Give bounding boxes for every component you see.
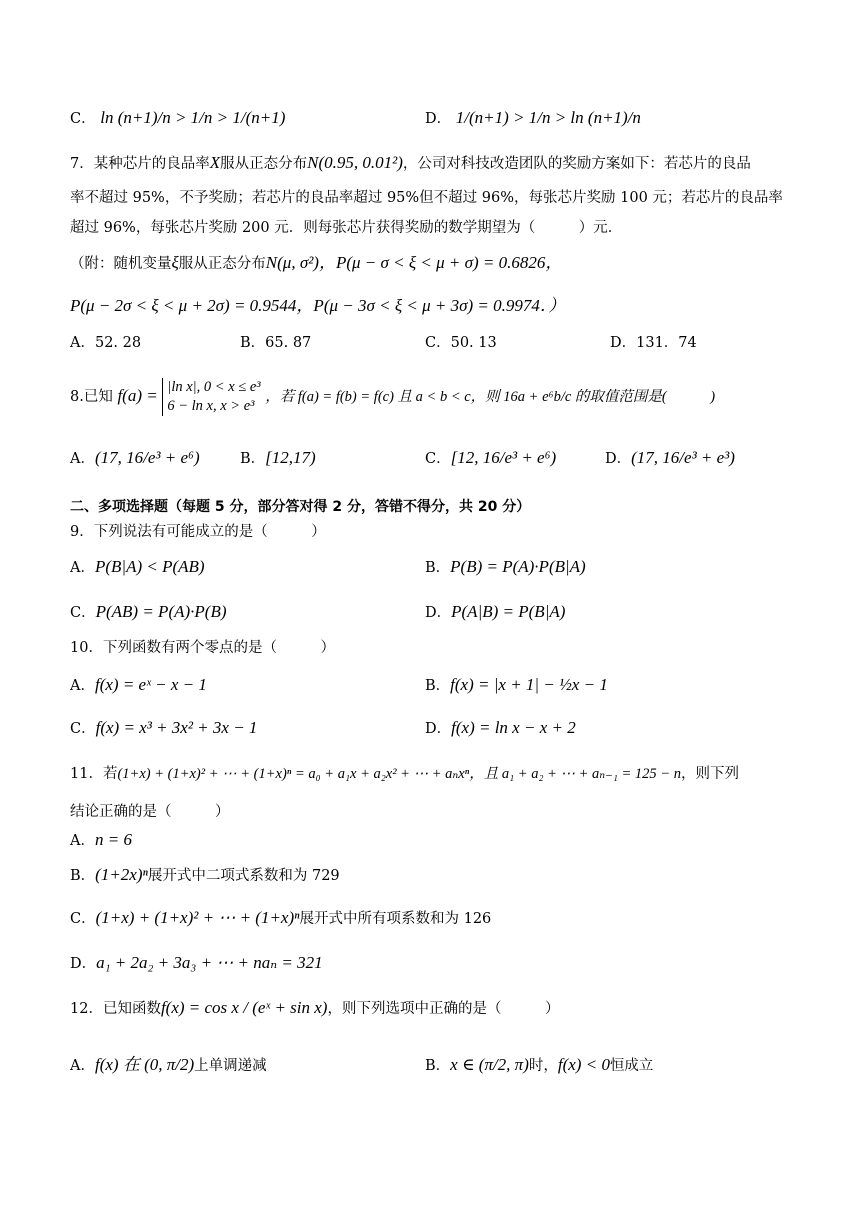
q9-stem: 9．下列说法有可能成立的是（ ） bbox=[70, 524, 326, 540]
q8-stem: 8.已知 f(a) = |ln x|, 0 < x ≤ e³ 6 − ln x, x > e³ ，若 f(a) = f(b) = f(c) 且 a < b < c，则 16a + e⁶b/c 的取值范围是( ) bbox=[70, 379, 716, 414]
q6-option-c: C． ln (n+1)/n > 1/n > 1/(n+1) bbox=[70, 108, 286, 127]
q12-option-b: B．x ∈ (π/2, π)时，f(x) < 0恒成立 bbox=[425, 1055, 654, 1074]
q6-option-c-math: ln (n+1)/n > 1/n > 1/(n+1) bbox=[100, 108, 286, 127]
q8-option-d: D．(17, 16/e³ + e³) bbox=[605, 448, 735, 467]
q11-option-b: B．(1+2x)ⁿ展开式中二项式系数和为 729 bbox=[70, 865, 340, 884]
q7-option-b: B．65. 87 bbox=[240, 335, 312, 351]
q7-option-d: D．131．74 bbox=[610, 335, 697, 351]
q11-stem-line1: 11．若(1+x) + (1+x)² + ⋯ + (1+x)ⁿ = a₀ + a₁x + a₂x² + ⋯ + aₙxⁿ，且 a₁ + a₂ + ⋯ + aₙ₋₁ = 125 − n，则下列 bbox=[70, 766, 739, 782]
q9-option-c: C．P(AB) = P(A)·P(B) bbox=[70, 602, 227, 621]
q7-note-line1: （附：随机变量ξ服从正态分布N(μ, σ²)，P(μ − σ < ξ < μ + σ) = 0.6826， bbox=[70, 253, 563, 272]
q8-option-c: C．[12, 16/e³ + e⁶) bbox=[425, 448, 557, 467]
q7-stem-line3: 超过 96%，每张芯片奖励 200 元．则每张芯片获得奖励的数学期望为（ ）元． bbox=[70, 220, 623, 236]
q7-option-c: C．50. 13 bbox=[425, 335, 497, 351]
q10-option-b: B．f(x) = |x + 1| − ½x − 1 bbox=[425, 675, 608, 694]
q10-option-d: D．f(x) = ln x − x + 2 bbox=[425, 718, 576, 737]
q12-option-a: A．f(x) 在 (0, π/2)上单调递减 bbox=[70, 1055, 267, 1074]
q11-option-c: C．(1+x) + (1+x)² + ⋯ + (1+x)ⁿ展开式中所有项系数和为 126 bbox=[70, 908, 492, 927]
q9-option-b: B．P(B) = P(A)·P(B|A) bbox=[425, 557, 586, 576]
q7-note-line2: P(μ − 2σ < ξ < μ + 2σ) = 0.9544，P(μ − 3σ < ξ < μ + 3σ) = 0.9974．） bbox=[70, 296, 566, 315]
q11-option-d: D．a₁ + 2a₂ + 3a₃ + ⋯ + naₙ = 321 bbox=[70, 953, 323, 972]
q7-stem-line1: 7．某种芯片的良品率X服从正态分布N(0.95, 0.01²)，公司对科技改造团队的奖励方案如下：若芯片的良品 bbox=[70, 153, 751, 172]
q7-stem-line2: 率不超过 95%，不予奖励；若芯片的良品率超过 95%但不超过 96%，每张芯片奖励 100 元；若芯片的良品率 bbox=[70, 190, 783, 206]
q12-stem: 12．已知函数f(x) = cos x / (eˣ + sin x)，则下列选项中正确的是（ ） bbox=[70, 998, 560, 1017]
q10-stem: 10．下列函数有两个零点的是（ ） bbox=[70, 640, 335, 656]
q8-option-b: B．[12,17) bbox=[240, 448, 316, 467]
q6-option-d: D． 1/(n+1) > 1/n > ln (n+1)/n bbox=[425, 108, 641, 127]
q8-option-a: A．(17, 16/e³ + e⁶) bbox=[70, 448, 200, 467]
q10-option-a: A．f(x) = eˣ − x − 1 bbox=[70, 675, 207, 694]
q9-option-a: A．P(B|A) < P(AB) bbox=[70, 557, 205, 576]
q6-option-d-math: 1/(n+1) > 1/n > ln (n+1)/n bbox=[455, 108, 641, 127]
q10-option-c: C．f(x) = x³ + 3x² + 3x − 1 bbox=[70, 718, 258, 737]
q11-option-a: A．n = 6 bbox=[70, 830, 132, 849]
q9-option-d: D．P(A|B) = P(B|A) bbox=[425, 602, 566, 621]
q7-option-a: A．52. 28 bbox=[70, 335, 142, 351]
section-heading: 二、多项选择题（每题 5 分，部分答对得 2 分，答错不得分，共 20 分） bbox=[70, 499, 531, 515]
q8-piecewise: |ln x|, 0 < x ≤ e³ 6 − ln x, x > e³ bbox=[162, 378, 260, 416]
q11-stem-line2: 结论正确的是（ ） bbox=[70, 804, 230, 820]
